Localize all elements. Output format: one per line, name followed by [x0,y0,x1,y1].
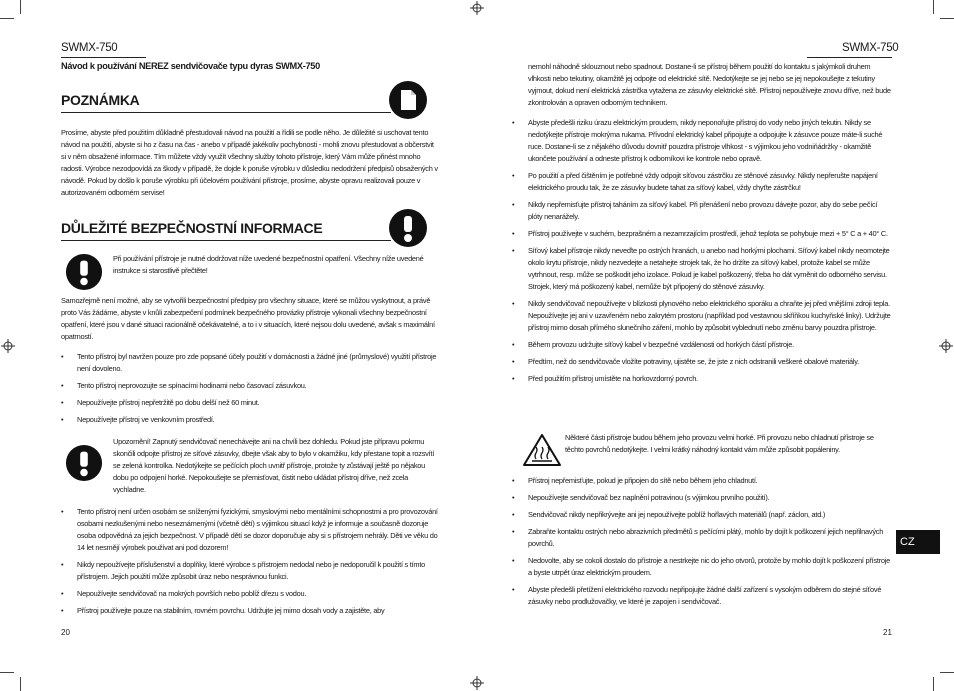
exclamation-icon [388,208,428,248]
list-item: • Přístroj nepřemisťujte, pokud je připojen do sítě nebo během jeho chladnutí. [512,475,892,487]
right-page [477,0,954,691]
list-item: • Síťový kabel přístroje nikdy neveďte po ostrých hranách, u anebo nad horkými plochami. Síťový kabel nikdy neomotejte okolo krytu přístroje, nikdy nezvedejte a netahejte strojek tak, že ho držíte za síťový kabel, protože kabel se může vytrhnout, resp. může se poškodit jeho izolace. Pokud je kabel poškozený, třeba ho dát vyměnit do odborného servisu. Strojek, který má poškozený kabel, nemůže být připojený do stěnové zásuvky. [512,245,892,293]
manual-subtitle: Návod k používání NEREZ sendvičovače typu dyras SWMX-750 [61,61,320,71]
list-item: • Nedovolte, aby se cokoli dostalo do přístroje a nestrkejte nic do jeho otvorů, protože by mohlo dojít k poškození přístroje a byste utrpět úraz elektrickým proudem. [512,555,892,579]
list-item: • Tento přístroj neprovozujte se spínacími hodinami nebo časovací zásuvkou. [61,380,439,392]
safety-list-d [512,475,892,613]
list-item: • Během provozu udržujte síťový kabel v bezpečné vzdálenosti od horkých částí přístroje. [512,339,892,351]
list-item: • Nepoužívejte přístroj nepřetržitě po dobu delší než 60 minut. [61,397,439,409]
model-label: SWMX-750 [842,42,899,54]
hot-surface-icon [522,433,562,467]
list-item: • Nikdy sendvičovač nepoužívejte v blízkosti plynového nebo elektrického sporáku a chraňte jej před vnějšími zdroji tepla. Nepoužívejte jej ani v uzavřeném nebo zakrytém prostoru (například pod vestavnou skříňkou kuchyňské linky). Udržujte přístroj mimo dosah přímého slunečního záření, mohlo by způsobit vyblednutí nebo změnu barvy pouzdra přístroje. [512,298,892,334]
list-item: • Přístroj používejte pouze na stabilním, rovném povrchu. Udržujte jej mimo dosah vody a zajistěte, aby [61,605,439,617]
safety-warning: Při používání přístroje je nutné dodržovat níže uvedené bezpečnostní opatření. Všechny níže uvedené instrukce si starostlivě přečtěte! [113,254,424,275]
model-underline [807,57,892,58]
safety-list-a [61,351,439,431]
list-item: • Předtím, než do sendvičovače vložíte potraviny, ujistěte se, že jste z nich odstranili veškeré obalové materiály. [512,356,892,368]
list-item: • Nikdy nepoužívejte příslušenství a doplňky, které výrobce s přístrojem nedodal nebo je nedoporučil k použití s tímto přístrojem. Jejich použití může způsobit úraz nebo nesprávnou funkci. [61,559,439,583]
exclamation-icon [65,253,103,291]
language-tab: CZ [896,530,940,554]
caution-text: Upozornění! Zapnutý sendvičovač nenechávejte ani na chvíli bez dohledu. Pokud jste přípravu pokrmu skončili odpojte přístroj ze síťové zásuvky, dbejte však aby to bylo v okamžiku, kdy přestane topit a rozsvítí se zelená kontrolka. Nedotýkejte se pečících ploch uvnitř přístroje, protože ty zůstávají ještě po nějakou dobu po odpojení horké. Nepokoušejte se přemisťovat, čistit nebo ukládat přístroj dříve, než zcela vychladne. [113,437,435,494]
safety-list-c [512,117,892,390]
safety-heading-rule [61,240,391,241]
list-item: • Po použití a před čištěním je potřebné vždy odpojit síťovou zástrčku ze stěnové zásuvky. Nikdy nepřerušte napájení elektrického proudu tak, že ze zásuvky budete tahat za síťový kabel, vždy chyťte zástrčku! [512,170,892,194]
exclamation-icon [65,444,103,482]
list-item: • Tento přístroj byl navržen pouze pro zde popsané účely použití v domácnosti a žádné jiné (průmyslové) využití přístroje není dovoleno. [61,351,439,375]
document-icon [388,80,428,120]
list-item: • Nepoužívejte přístroj ve venkovním prostředí. [61,414,439,426]
list-item: • Zabraňte kontaktu ostrých nebo abrazivních předmětů s pečícími plátý, mohlo by dojít k poškození jejich nepřilnavých povrchů. [512,526,892,550]
list-item: • Abyste předešli riziku úrazu elektrickým proudem, nikdy neponořujte přístroj do vody nebo jiných tekutin. Nikdy se nedotýkejte přístroje mokrýma rukama. Přívodní elektrický kabel připojujte a odpojujte k zásuvce pouze máte-li suché ruce. Dostane-li se z nějakého důvodu dovnitř pouzdra přístroje vlhkost - s výjimkou jeho vodniňádržky - okamžitě ukončete používání a odneste přístroj k odborníkovi ke kontrole nebo opravě. [512,117,892,165]
list-item: • Tento přístroj není určen osobám se sníženými fyzickými, smyslovými nebo mentálními schopnostmi a pro provozování osobami nezkušenými nebo neseznámenými (včetně dětí) s výjimkou situací když je informuje a současně dozoruje osoba odpovědná za jejich bezpečnost. V případě dětí se dozor doporučuje aby si s přístrojem nehrály. Děti ve věku do 14 let nesmějí výrobek používat ani pod dozorem! [61,506,439,554]
hot-surface-warning: Některé části přístroje budou během jeho provozu velmi horké. Při provozu nebo chladnutí přístroje se těchto povrchů nedotýkejte. I velmi krátký náhodný kontakt vám může způsobit popáleniny. [565,433,874,454]
note-heading-rule [61,112,391,113]
list-item: • Přístroj používejte v suchém, bezprašném a nezamrzajícím prostředí, jehož teplota se pohybuje mezi + 5° C a + 40° C. [512,228,892,240]
list-item: • Sendvičovač nikdy nepřikrývejte ani jej nepoužívejte poblíž hořlavých materiálů (např. záclon, atd.) [512,509,892,521]
note-paragraph: Prosíme, abyste před použitím důkladně přestudovali návod na použití a řídili se podle něho. Je důležité si uschovat tento návod na použití, abyste si ho z času na čas - anebo v případě jakékoliv pochybnosti - mohli znovu přestudovat a občerstvit si v něm obsažené informace. Tím můžete vždy využít všechny služby tohoto přístroje, který Vám může přinést mnoho radosti. Výrobce nezodpovídá za škody v případě, že dojde k poruše výrobku v důsledku nedodržení předpisů obsažených v návodě. Pokud by došlo k poruše výrobku při účelovém používání přístroje, prosíme, abyste opravu realizovali pouze v autorizovaném odborném servise! [61,128,438,197]
list-item: • Abyste předešli přetížení elektrického rozvodu nepřipojujte žádné další zařízení s vysokým odběrem do stejné síťové zásuvky nebo prodlužovačky, ve které je zapojen i sendvičovač. [512,584,892,608]
list-item: • Před použitím přístroj umístěte na horkovzdorný povrch. [512,373,892,385]
note-heading: POZNÁMKA [61,92,140,108]
list-item: • Nepoužívejte sendvičovač bez naplnění potravinou (s výjimkou prvního použití). [512,492,892,504]
list-item: • Nepoužívejte sendvičovač na mokrých površích nebo poblíž dřezu s vodou. [61,588,439,600]
model-label: SWMX-750 [61,42,118,54]
continuation-paragraph: nemohl náhodně sklouznout nebo spadnout. Dostane-li se přístroj během použití do kontaktu s jakýmkoli druhem vlhkosti nebo tekutiny, okamžitě jej odpojte od elektrické sítě. Nedotýkejte se jej nebo se jej nepokoušejte z tekutiny vyjmout, dokud není elektrická zástrčka vytažena ze zásuvky elektrické sítě. Přístroj nepoužívejte znovu dříve, než bude zkontrolován a opraven odborným technikem. [528,62,891,107]
safety-list-b [61,506,439,622]
page-number: 20 [61,628,70,637]
safety-intro: Samozřejmě není možné, aby se vytvořili bezpečnostní předpisy pro všechny situace, které se můžou vyskytnout, a právě proto Vás žádáme, abyste v knůli zabezpečení podmínek bezpečného provázky přístroje vykonali všechny bezpečnostní opatření, které jsou v dané situaci racionálně očekávatelné, a to i v situacích, které nejsou dolu uvedené, avšak s maximální opatrností. [61,296,435,341]
page-number: 21 [883,628,892,637]
model-underline [61,57,146,58]
list-item: • Nikdy nepřemisťujte přístroj taháním za síťový kabel. Při přenášení nebo provozu dávejte pozor, aby do sebe pečící plóty nenarážely. [512,199,892,223]
safety-heading: DŮLEŽITÉ BEZPEČNOSTNÍ INFORMACE [61,220,323,236]
